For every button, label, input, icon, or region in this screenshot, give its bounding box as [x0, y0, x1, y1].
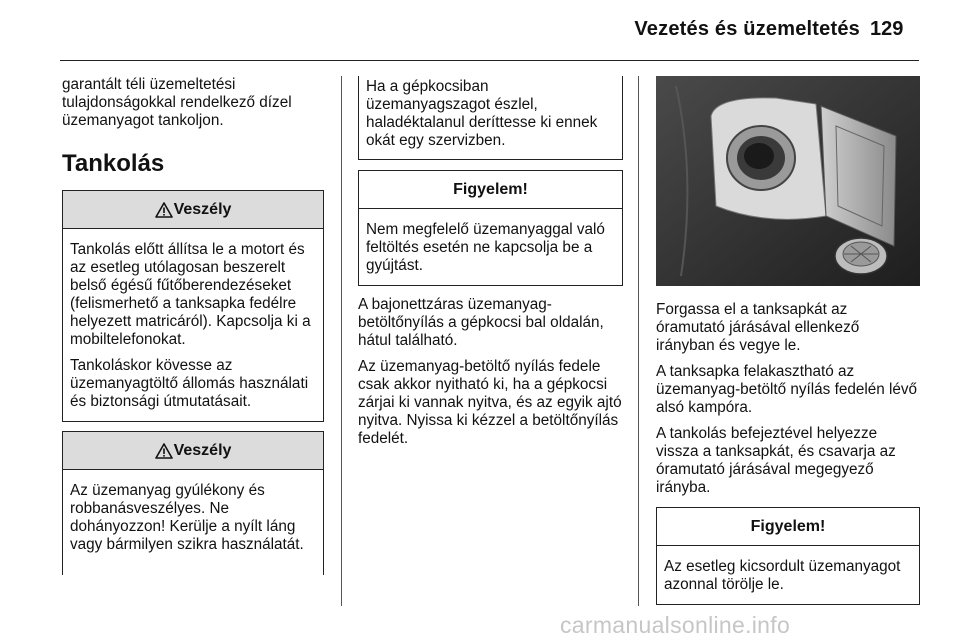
- danger-box-1-body: [63, 229, 323, 421]
- body-paragraph-5: A tankolás befejeztével helyezze vissza a tanksapkát, és csavarja az óramutató járásával megegyező irányba.: [656, 425, 896, 496]
- body-paragraph-4: A tanksapka felakasztható az üzemanyag-betöltő nyílás fedelén lévő alsó kampóra.: [656, 363, 918, 416]
- danger-box-1-text-1: Tankolás előtt állítsa le a motort és az esetleg utólagosan beszerelt belső égésű fűtőberendezéseket (felismerhető a tanksapka fedélre helyezett matricáról). Kapcsolja ki a mobiltelefonokat.: [70, 241, 311, 348]
- danger-box-1: [62, 190, 324, 422]
- danger-box-1-header: [63, 191, 323, 229]
- caution-box-2-title: Figyelem!: [750, 517, 826, 535]
- column-2: [358, 76, 623, 448]
- danger-box-2-title: Veszély: [173, 441, 232, 459]
- section-heading: Tankolás: [62, 150, 165, 177]
- intro-paragraph: garantált téli üzemeltetési tulajdonságokkal rendelkező dízel üzemanyagot tankoljon.: [62, 76, 292, 129]
- body-paragraph-2: Az üzemanyag-betöltő nyílás fedele csak akkor nyitható ki, ha a gépkocsi zárjai ki vannak nyitva, és az egyik ajtó nyitva. Nyissa ki kézzel a betöltőnyílás fedelét.: [358, 358, 622, 447]
- column-divider-1: [341, 76, 342, 606]
- body-paragraph-3: Forgassa el a tanksapkát az óramutató járásával ellenkező irányban és vegye le.: [656, 301, 860, 354]
- caution-box-1-header: [359, 171, 622, 209]
- column-3: [656, 76, 920, 605]
- caution-box-1: [358, 170, 623, 286]
- danger-box-continued-text: Ha a gépkocsiban üzemanyagszagot észlel, haladéktalanul deríttesse ki ennek okát egy szervizben.: [366, 78, 598, 149]
- caution-box-2-text: Az esetleg kicsordult üzemanyagot azonnal törölje le.: [664, 558, 901, 593]
- fuel-filler-flap-photo: [656, 76, 920, 286]
- watermark: carmanualsonline.info: [560, 612, 791, 638]
- fuel-filler-figure: [656, 76, 920, 286]
- body-paragraph-1: A bajonettzáras üzemanyag-betöltőnyílás a gépkocsi bal oldalán, hátul található.: [358, 296, 604, 349]
- column-1: [62, 76, 324, 575]
- danger-box-continued: [358, 76, 623, 160]
- danger-box-1-title: Veszély: [173, 200, 232, 218]
- caution-box-1-title: Figyelem!: [453, 180, 528, 198]
- caution-box-1-text: Nem megfelelő üzemanyaggal való feltöltés esetén ne kapcsolja be a gyújtást.: [366, 221, 605, 274]
- warning-triangle-icon: [155, 202, 173, 218]
- warning-triangle-icon: [155, 443, 173, 459]
- column-divider-2: [638, 76, 639, 606]
- danger-box-1-text-2: Tankoláskor kövesse az üzemanyagtöltő állomás használati és biztonsági útmutatásait.: [70, 357, 309, 410]
- danger-box-2-text: Az üzemanyag gyúlékony és robbanásveszélyes. Ne dohányozzon! Kerülje a nyílt láng vagy bármilyen szikra használatát.: [70, 482, 304, 553]
- page-title: Vezetés és üzemeltetés: [634, 18, 860, 40]
- page-number: 129: [870, 18, 904, 40]
- caution-box-2: [656, 507, 920, 605]
- danger-box-2: [62, 431, 324, 575]
- caution-box-2-body: [657, 546, 919, 604]
- header-divider: [60, 60, 919, 61]
- danger-box-2-body: [63, 470, 323, 564]
- caution-box-1-body: [359, 209, 622, 285]
- danger-box-2-header: [63, 432, 323, 470]
- caution-box-2-header: [657, 508, 919, 546]
- danger-box-continued-body: [359, 76, 622, 159]
